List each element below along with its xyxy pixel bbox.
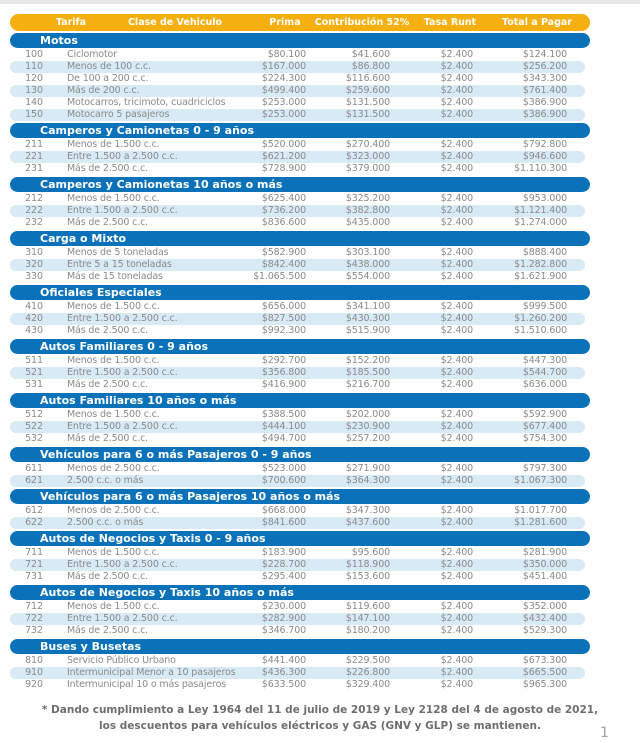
table-row	[10, 559, 585, 571]
cell-tarifa: 140	[25, 97, 43, 108]
cell-prima: $167.000	[261, 61, 306, 72]
cell-clase: Motocarros, tricimoto, cuadriciclos	[67, 97, 226, 108]
cell-tarifa: 221	[25, 151, 43, 162]
cell-tarifa: 521	[25, 367, 43, 378]
cell-tarifa: 430	[25, 325, 43, 336]
cell-tarifa: 330	[25, 271, 43, 282]
cell-clase: Menos de 2.500 c.c.	[67, 463, 160, 474]
cell-clase: Más de 2.500 c.c.	[67, 379, 149, 390]
cell-tarifa: 100	[25, 49, 43, 60]
cell-tasa-runt: $2.400	[440, 625, 473, 636]
cell-contribucion: $119.600	[345, 601, 390, 612]
table-row	[10, 85, 585, 97]
cell-tasa-runt: $2.400	[440, 85, 473, 96]
cell-clase: Más de 2.500 c.c.	[67, 163, 149, 174]
table-row	[10, 379, 585, 391]
page-number: 1	[600, 725, 609, 741]
cell-tasa-runt: $2.400	[440, 667, 473, 678]
cell-total: $636.000	[522, 379, 567, 390]
cell-prima: $668.000	[261, 505, 306, 516]
cell-prima: $499.400	[261, 85, 306, 96]
cell-contribucion: $379.000	[345, 163, 390, 174]
cell-contribucion: $430.300	[345, 313, 390, 324]
cell-total: $1.017.700	[514, 505, 567, 516]
cell-tasa-runt: $2.400	[440, 61, 473, 72]
section-header: Oficiales Especiales	[10, 285, 590, 300]
cell-clase: Ciclomotor	[67, 49, 117, 60]
cell-total: $386.900	[522, 109, 567, 120]
cell-tarifa: 512	[25, 409, 43, 420]
table-row	[10, 97, 585, 109]
section-header: Autos de Negocios y Taxis 0 - 9 años	[10, 531, 590, 546]
cell-total: $965.300	[522, 679, 567, 690]
cell-prima: $728.900	[261, 163, 306, 174]
cell-tarifa: 232	[25, 217, 43, 228]
cell-tarifa: 621	[25, 475, 43, 486]
cell-clase: Entre 1.500 a 2.500 c.c.	[67, 613, 178, 624]
column-header-total: Total a Pagar	[502, 17, 572, 28]
cell-tarifa: 150	[25, 109, 43, 120]
cell-prima: $388.500	[261, 409, 306, 420]
cell-tarifa: 511	[25, 355, 43, 366]
table-row	[10, 655, 585, 667]
cell-contribucion: $185.500	[345, 367, 390, 378]
cell-tasa-runt: $2.400	[440, 475, 473, 486]
cell-clase: Menos de 1.500 c.c.	[67, 193, 160, 204]
cell-total: $124.100	[522, 49, 567, 60]
cell-tasa-runt: $2.400	[440, 247, 473, 258]
table-row	[10, 163, 585, 175]
cell-tarifa: 532	[25, 433, 43, 444]
section-header: Buses y Busetas	[10, 639, 590, 654]
cell-clase: Menos de 100 c.c.	[67, 61, 151, 72]
cell-clase: Menos de 5 toneladas	[67, 247, 169, 258]
cell-clase: Más de 15 toneladas	[67, 271, 163, 282]
cell-tarifa: 310	[25, 247, 43, 258]
cell-tasa-runt: $2.400	[440, 433, 473, 444]
table-row	[10, 433, 585, 445]
cell-contribucion: $202.000	[345, 409, 390, 420]
cell-contribucion: $131.500	[345, 109, 390, 120]
section-header: Vehículos para 6 o más Pasajeros 0 - 9 años	[10, 447, 590, 462]
column-header-tarifa: Tarifa	[55, 17, 87, 28]
cell-total: $953.000	[522, 193, 567, 204]
cell-prima: $436.300	[261, 667, 306, 678]
table-row	[10, 367, 585, 379]
cell-clase: Intermunicipal 10 o más pasajeros	[67, 679, 227, 690]
cell-prima: $842.400	[261, 259, 306, 270]
cell-total: $343.300	[522, 73, 567, 84]
cell-total: $999.500	[522, 301, 567, 312]
cell-total: $1.281.600	[514, 517, 567, 528]
table-header-bar	[10, 14, 590, 31]
table-row	[10, 313, 585, 325]
cell-clase: Más de 2.500 c.c.	[67, 217, 149, 228]
cell-tasa-runt: $2.400	[440, 613, 473, 624]
cell-prima: $841.600	[261, 517, 306, 528]
cell-tarifa: 712	[25, 601, 43, 612]
cell-tarifa: 531	[25, 379, 43, 390]
cell-prima: $992.300	[261, 325, 306, 336]
cell-tasa-runt: $2.400	[440, 547, 473, 558]
section-header: Carga o Mixto	[10, 231, 590, 246]
cell-total: $673.300	[522, 655, 567, 666]
section-header: Vehículos para 6 o más Pasajeros 10 años o más	[10, 489, 590, 504]
cell-prima: $582.900	[261, 247, 306, 258]
cell-total: $386.900	[522, 97, 567, 108]
cell-prima: $183.900	[261, 547, 306, 558]
cell-prima: $625.400	[261, 193, 306, 204]
table-row	[10, 217, 585, 229]
table-row	[10, 571, 585, 583]
cell-tasa-runt: $2.400	[440, 325, 473, 336]
cell-tasa-runt: $2.400	[440, 517, 473, 528]
column-header-tasa-runt: Tasa Runt	[423, 17, 477, 28]
cell-prima: $523.000	[261, 463, 306, 474]
cell-contribucion: $152.200	[345, 355, 390, 366]
table-row	[10, 73, 585, 85]
cell-total: $350.000	[522, 559, 567, 570]
section-header: Autos Familiares 10 años o más	[10, 393, 590, 408]
cell-tarifa: 612	[25, 505, 43, 516]
cell-tasa-runt: $2.400	[440, 73, 473, 84]
cell-contribucion: $259.600	[345, 85, 390, 96]
cell-contribucion: $364.300	[345, 475, 390, 486]
cell-clase: Motocarro 5 pasajeros	[67, 109, 170, 120]
cell-prima: $230.000	[261, 601, 306, 612]
cell-contribucion: $116.600	[345, 73, 390, 84]
cell-contribucion: $341.100	[345, 301, 390, 312]
cell-contribucion: $95.600	[351, 547, 390, 558]
cell-clase: Menos de 1.500 c.c.	[67, 409, 160, 420]
cell-total: $592.900	[522, 409, 567, 420]
cell-prima: $1.065.500	[253, 271, 306, 282]
cell-contribucion: $147.100	[345, 613, 390, 624]
cell-prima: $836.600	[261, 217, 306, 228]
cell-prima: $253.000	[261, 109, 306, 120]
cell-clase: Servicio Público Urbano	[67, 655, 176, 666]
cell-prima: $416.900	[261, 379, 306, 390]
column-header-contribucion: Contribución 52%	[314, 17, 410, 28]
cell-clase: Más de 2.500 c.c.	[67, 325, 149, 336]
cell-tasa-runt: $2.400	[440, 379, 473, 390]
cell-clase: 2.500 c.c. o más	[67, 517, 144, 528]
cell-prima: $80.100	[267, 49, 306, 60]
table-row	[10, 151, 585, 163]
cell-contribucion: $153.600	[345, 571, 390, 582]
table-row	[10, 625, 585, 637]
cell-total: $256.200	[522, 61, 567, 72]
table-row	[10, 517, 585, 529]
cell-contribucion: $437.600	[345, 517, 390, 528]
cell-prima: $621.200	[261, 151, 306, 162]
cell-prima: $295.400	[261, 571, 306, 582]
table-row	[10, 247, 585, 259]
cell-tarifa: 731	[25, 571, 43, 582]
cell-contribucion: $226.800	[345, 667, 390, 678]
cell-clase: Entre 5 a 15 toneladas	[67, 259, 172, 270]
table-row	[10, 355, 585, 367]
table-row	[10, 505, 585, 517]
cell-total: $1.621.900	[514, 271, 567, 282]
cell-clase: Menos de 1.500 c.c.	[67, 355, 160, 366]
cell-tasa-runt: $2.400	[440, 163, 473, 174]
cell-total: $677.400	[522, 421, 567, 432]
table-row	[10, 259, 585, 271]
cell-total: $761.400	[522, 85, 567, 96]
footnote-line2: los descuentos para vehículos eléctricos y GAS (GNV y GLP) se mantienen.	[99, 719, 541, 732]
cell-tarifa: 120	[25, 73, 43, 84]
cell-contribucion: $382.800	[345, 205, 390, 216]
table-row	[10, 301, 585, 313]
cell-tasa-runt: $2.400	[440, 109, 473, 120]
cell-total: $1.260.200	[514, 313, 567, 324]
cell-prima: $633.500	[261, 679, 306, 690]
table-row	[10, 547, 585, 559]
cell-tarifa: 231	[25, 163, 43, 174]
cell-prima: $656.000	[261, 301, 306, 312]
cell-tarifa: 222	[25, 205, 43, 216]
cell-prima: $253.000	[261, 97, 306, 108]
cell-total: $797.300	[522, 463, 567, 474]
cell-total: $1.510.600	[514, 325, 567, 336]
table-row	[10, 475, 585, 487]
table-row	[10, 463, 585, 475]
cell-tarifa: 622	[25, 517, 43, 528]
cell-tasa-runt: $2.400	[440, 409, 473, 420]
cell-contribucion: $41.600	[351, 49, 390, 60]
cell-tarifa: 320	[25, 259, 43, 270]
cell-tarifa: 722	[25, 613, 43, 624]
cell-contribucion: $329.400	[345, 679, 390, 690]
cell-clase: 2.500 c.c. o más	[67, 475, 144, 486]
cell-total: $665.500	[522, 667, 567, 678]
cell-clase: Menos de 2.500 c.c.	[67, 505, 160, 516]
section-header: Motos	[10, 33, 590, 48]
cell-prima: $444.100	[261, 421, 306, 432]
cell-tasa-runt: $2.400	[440, 367, 473, 378]
cell-prima: $356.800	[261, 367, 306, 378]
cell-total: $1.110.300	[514, 163, 567, 174]
tariff-table	[10, 14, 590, 691]
top-edge-strip	[0, 0, 640, 4]
cell-clase: Menos de 1.500 c.c.	[67, 547, 160, 558]
cell-tasa-runt: $2.400	[440, 505, 473, 516]
cell-total: $1.121.400	[514, 205, 567, 216]
cell-tasa-runt: $2.400	[440, 97, 473, 108]
cell-prima: $228.700	[261, 559, 306, 570]
cell-tasa-runt: $2.400	[440, 313, 473, 324]
cell-tarifa: 211	[25, 139, 43, 150]
cell-contribucion: $323.000	[345, 151, 390, 162]
cell-tarifa: 810	[25, 655, 43, 666]
cell-total: $352.000	[522, 601, 567, 612]
cell-clase: Más de 2.500 c.c.	[67, 571, 149, 582]
cell-prima: $292.700	[261, 355, 306, 366]
cell-contribucion: $257.200	[345, 433, 390, 444]
cell-contribucion: $303.100	[345, 247, 390, 258]
cell-tasa-runt: $2.400	[440, 601, 473, 612]
cell-clase: Más de 2.500 c.c.	[67, 433, 149, 444]
cell-clase: Más de 2.500 c.c.	[67, 625, 149, 636]
cell-total: $1.274.000	[514, 217, 567, 228]
cell-tarifa: 410	[25, 301, 43, 312]
cell-prima: $224.300	[261, 73, 306, 84]
cell-tarifa: 420	[25, 313, 43, 324]
cell-clase: Intermunicipal Menor a 10 pasajeros	[67, 667, 236, 678]
cell-contribucion: $118.900	[345, 559, 390, 570]
cell-contribucion: $438.000	[345, 259, 390, 270]
table-row	[10, 613, 585, 625]
cell-tasa-runt: $2.400	[440, 559, 473, 570]
cell-contribucion: $180.200	[345, 625, 390, 636]
cell-contribucion: $554.000	[345, 271, 390, 282]
cell-clase: Entre 1.500 a 2.500 c.c.	[67, 367, 178, 378]
table-row	[10, 679, 585, 691]
cell-tarifa: 611	[25, 463, 43, 474]
cell-tarifa: 721	[25, 559, 43, 570]
table-row	[10, 205, 585, 217]
cell-contribucion: $86.800	[351, 61, 390, 72]
cell-tasa-runt: $2.400	[440, 463, 473, 474]
table-row	[10, 193, 585, 205]
cell-contribucion: $270.400	[345, 139, 390, 150]
cell-tasa-runt: $2.400	[440, 271, 473, 282]
cell-tasa-runt: $2.400	[440, 139, 473, 150]
cell-prima: $346.700	[261, 625, 306, 636]
cell-total: $544.700	[522, 367, 567, 378]
cell-total: $529.300	[522, 625, 567, 636]
cell-prima: $441.400	[261, 655, 306, 666]
table-row	[10, 271, 585, 283]
cell-tasa-runt: $2.400	[440, 301, 473, 312]
cell-clase: Más de 200 c.c.	[67, 85, 140, 96]
cell-total: $281.900	[522, 547, 567, 558]
table-row	[10, 49, 585, 61]
table-row	[10, 421, 585, 433]
cell-total: $792.800	[522, 139, 567, 150]
cell-clase: Menos de 1.500 c.c.	[67, 301, 160, 312]
section-header: Autos de Negocios y Taxis 10 años o más	[10, 585, 590, 600]
cell-total: $754.300	[522, 433, 567, 444]
cell-prima: $494.700	[261, 433, 306, 444]
table-row	[10, 601, 585, 613]
cell-prima: $282.900	[261, 613, 306, 624]
cell-tasa-runt: $2.400	[440, 151, 473, 162]
cell-tarifa: 522	[25, 421, 43, 432]
cell-clase: Entre 1.500 a 2.500 c.c.	[67, 421, 178, 432]
cell-total: $888.400	[522, 247, 567, 258]
cell-tarifa: 920	[25, 679, 43, 690]
cell-clase: Menos de 1.500 c.c.	[67, 601, 160, 612]
cell-contribucion: $347.300	[345, 505, 390, 516]
cell-total: $946.600	[522, 151, 567, 162]
footnote	[0, 703, 640, 734]
cell-total: $432.400	[522, 613, 567, 624]
cell-contribucion: $271.900	[345, 463, 390, 474]
cell-tasa-runt: $2.400	[440, 259, 473, 270]
section-header: Autos Familiares 0 - 9 años	[10, 339, 590, 354]
cell-clase: Entre 1.500 a 2.500 c.c.	[67, 205, 178, 216]
footnote-line1: * Dando cumplimiento a Ley 1964 del 11 de julio de 2019 y Ley 2128 del 4 de agosto de 2021,	[41, 704, 599, 716]
table-row	[10, 409, 585, 421]
cell-tasa-runt: $2.400	[440, 355, 473, 366]
table-row	[10, 61, 585, 73]
cell-tasa-runt: $2.400	[440, 217, 473, 228]
cell-contribucion: $435.000	[345, 217, 390, 228]
cell-contribucion: $230.900	[345, 421, 390, 432]
table-row	[10, 667, 585, 679]
cell-clase: De 100 a 200 c.c.	[67, 73, 149, 84]
cell-clase: Entre 1.500 a 2.500 c.c.	[67, 559, 178, 570]
cell-prima: $827.500	[261, 313, 306, 324]
cell-total: $1.067.300	[514, 475, 567, 486]
table-row	[10, 325, 585, 337]
section-header: Camperos y Camionetas 10 años o más	[10, 177, 590, 192]
cell-prima: $520.000	[261, 139, 306, 150]
cell-total: $451.400	[522, 571, 567, 582]
cell-tarifa: 110	[25, 61, 43, 72]
cell-clase: Menos de 1.500 c.c.	[67, 139, 160, 150]
cell-tarifa: 711	[25, 547, 43, 558]
cell-clase: Entre 1.500 a 2.500 c.c.	[67, 313, 178, 324]
cell-tasa-runt: $2.400	[440, 571, 473, 582]
cell-tasa-runt: $2.400	[440, 49, 473, 60]
cell-tasa-runt: $2.400	[440, 421, 473, 432]
cell-tasa-runt: $2.400	[440, 205, 473, 216]
cell-contribucion: $216.700	[345, 379, 390, 390]
cell-total: $447.300	[522, 355, 567, 366]
column-header-prima: Prima	[269, 17, 301, 28]
cell-contribucion: $131.500	[345, 97, 390, 108]
cell-tarifa: 910	[25, 667, 43, 678]
table-row	[10, 139, 585, 151]
cell-contribucion: $325.200	[345, 193, 390, 204]
cell-prima: $700.600	[261, 475, 306, 486]
cell-tarifa: 212	[25, 193, 43, 204]
cell-tasa-runt: $2.400	[440, 679, 473, 690]
cell-tarifa: 732	[25, 625, 43, 636]
cell-clase: Entre 1.500 a 2.500 c.c.	[67, 151, 178, 162]
table-body	[10, 33, 590, 691]
cell-contribucion: $515.900	[345, 325, 390, 336]
column-header-clase: Clase de Vehiculo	[127, 17, 223, 28]
cell-tasa-runt: $2.400	[440, 193, 473, 204]
cell-tarifa: 130	[25, 85, 43, 96]
cell-total: $1.282.800	[514, 259, 567, 270]
cell-tasa-runt: $2.400	[440, 655, 473, 666]
cell-prima: $736.200	[261, 205, 306, 216]
cell-contribucion: $229.500	[345, 655, 390, 666]
table-row	[10, 109, 585, 121]
section-header: Camperos y Camionetas 0 - 9 años	[10, 123, 590, 138]
